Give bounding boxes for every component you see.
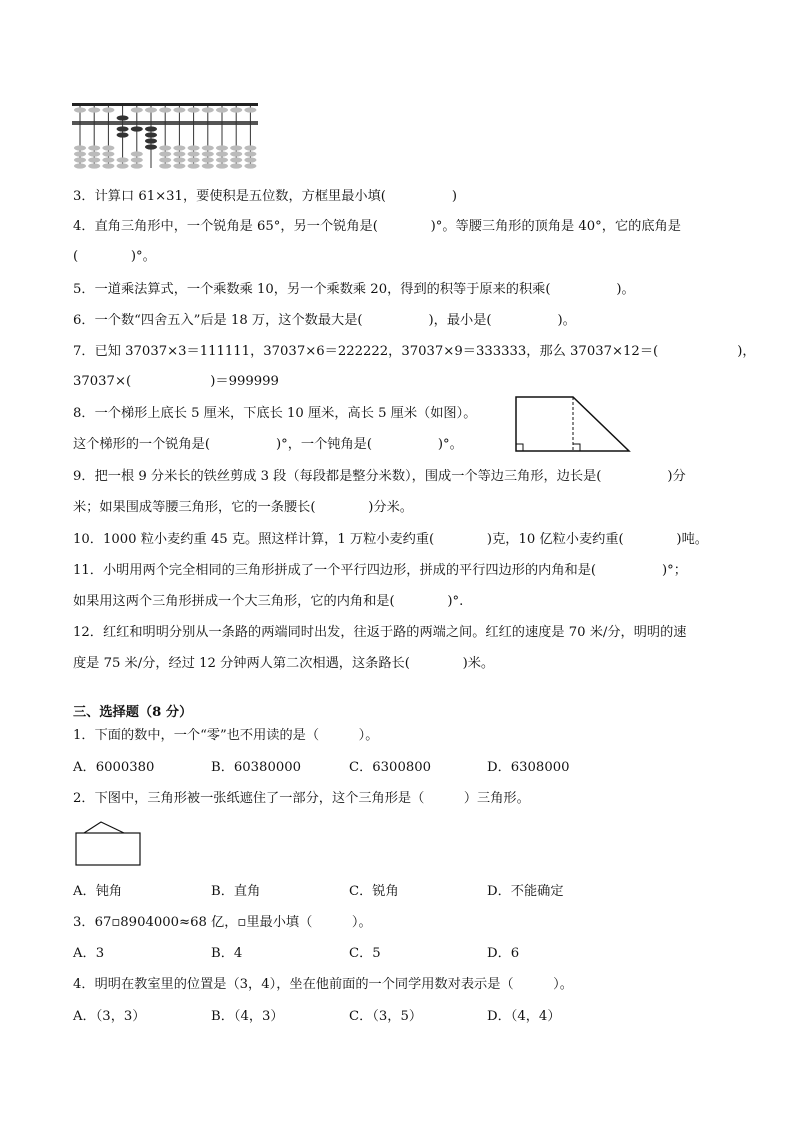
- choice-4-option-a[interactable]: A．（3，3）: [73, 1009, 146, 1024]
- choice-1-option-b[interactable]: B．60380000: [211, 760, 302, 775]
- abacus-bead: [230, 107, 242, 112]
- abacus-bead: [159, 157, 171, 162]
- abacus-bead: [102, 107, 114, 112]
- abacus-bead: [117, 126, 129, 131]
- abacus-bead: [74, 107, 86, 112]
- abacus-bead: [216, 157, 228, 162]
- choice-4-option-c[interactable]: C．（3，5）: [349, 1009, 423, 1024]
- choice-3-option-b[interactable]: B．4: [211, 946, 243, 961]
- choice-2-option-b[interactable]: B．直角: [211, 884, 261, 899]
- abacus-bead: [159, 151, 171, 156]
- abacus-bead: [159, 145, 171, 150]
- abacus-bead: [202, 151, 214, 156]
- choice-1-stem: 1．下面的数中，一个“零”也不用读的是（ ）。: [73, 728, 379, 743]
- section-3-title: 三、选择题（8 分）: [73, 705, 193, 720]
- abacus-bead: [188, 157, 200, 162]
- triangle-visible-part: [84, 822, 124, 833]
- abacus-bead: [145, 132, 157, 137]
- choice-1-option-a[interactable]: A．6000380: [73, 760, 155, 775]
- abacus-bead: [117, 157, 129, 162]
- abacus-bead: [88, 163, 100, 168]
- abacus-bead: [117, 115, 129, 120]
- abacus-bead: [230, 157, 242, 162]
- choice-2-stem: 2．下图中，三角形被一张纸遮住了一部分，这个三角形是（ ）三角形。: [73, 791, 530, 806]
- abacus-bead: [131, 163, 143, 168]
- choice-2-option-c[interactable]: C．锐角: [349, 884, 399, 899]
- abacus-bead: [131, 126, 143, 131]
- abacus-bead: [202, 107, 214, 112]
- question-12-line-1: 12．红红和明明分别从一条路的两端同时出发，往返于路的两端之间。红红的速度是 70 米/分，明明的速: [73, 625, 687, 640]
- question-6: 6．一个数“四舍五入”后是 18 万，这个数最大是( )，最小是( )。: [73, 313, 576, 328]
- abacus-bead: [188, 145, 200, 150]
- abacus-bead: [216, 145, 228, 150]
- covering-paper: [76, 833, 140, 865]
- abacus-bead: [173, 151, 185, 156]
- choice-4-option-b[interactable]: B．（4，3）: [211, 1009, 284, 1024]
- abacus-bead: [145, 138, 157, 143]
- abacus-bead: [173, 163, 185, 168]
- abacus-bead: [74, 157, 86, 162]
- question-7-line-1: 7．已知 37037×3＝111111，37037×6＝222222，37037×9＝333333，那么 37037×12＝( )，: [73, 344, 756, 359]
- abacus-bead: [202, 145, 214, 150]
- question-11-line-1: 11．小明用两个完全相同的三角形拼成了一个平行四边形，拼成的平行四边形的内角和是( )°；: [73, 563, 687, 578]
- abacus-bead: [159, 107, 171, 112]
- abacus-bead: [88, 145, 100, 150]
- question-5: 5．一道乘法算式，一个乘数乘 10，另一个乘数乘 20，得到的积等于原来的积乘( )。: [73, 282, 635, 297]
- abacus-bead: [131, 107, 143, 112]
- abacus-bead: [159, 163, 171, 168]
- choice-3-stem: 3．67▫8904000≈68 亿，▫里最小填（ ）。: [73, 915, 372, 930]
- question-4-line-2: ( )°。: [73, 249, 156, 264]
- abacus-bead: [244, 151, 256, 156]
- choice-4-stem: 4．明明在教室里的位置是（3，4），坐在他前面的一个同学用数对表示是（ ）。: [73, 977, 573, 992]
- abacus-bead: [145, 107, 157, 112]
- abacus-bead: [173, 107, 185, 112]
- abacus-bead: [188, 107, 200, 112]
- question-8-line-2: 这个梯形的一个锐角是( )°，一个钝角是( )°。: [73, 437, 463, 452]
- right-angle-mark-left: [516, 444, 523, 451]
- abacus-bead: [230, 163, 242, 168]
- abacus-bead: [188, 163, 200, 168]
- right-angle-mark-right: [573, 444, 580, 451]
- covered-triangle-figure: [74, 820, 146, 868]
- abacus-bead: [202, 163, 214, 168]
- abacus-bead: [74, 163, 86, 168]
- abacus-bead: [131, 157, 143, 162]
- abacus-bead: [88, 151, 100, 156]
- choice-3-option-d[interactable]: D．6: [487, 946, 520, 961]
- abacus-figure: [72, 100, 258, 170]
- abacus-bead: [117, 132, 129, 137]
- abacus-bead: [244, 157, 256, 162]
- question-11-line-2: 如果用这两个三角形拼成一个大三角形，它的内角和是( )°.: [73, 594, 464, 609]
- question-3: 3．计算口 61×31，要使积是五位数，方框里最小填( ): [73, 189, 457, 204]
- abacus-bead: [88, 157, 100, 162]
- abacus-bead: [117, 163, 129, 168]
- abacus-bead: [145, 144, 157, 149]
- abacus-bead: [145, 126, 157, 131]
- abacus-bead: [216, 163, 228, 168]
- abacus-bead: [102, 157, 114, 162]
- abacus-bead: [173, 145, 185, 150]
- abacus-bead: [102, 163, 114, 168]
- question-12-line-2: 度是 75 米/分，经过 12 分钟两人第二次相遇，这条路长( )米。: [73, 656, 495, 671]
- abacus-bead: [244, 107, 256, 112]
- trapezoid-figure: [513, 395, 658, 453]
- abacus-bead: [244, 163, 256, 168]
- abacus-bead: [230, 145, 242, 150]
- choice-3-option-c[interactable]: C．5: [349, 946, 381, 961]
- abacus-bead: [173, 157, 185, 162]
- abacus-bead: [88, 107, 100, 112]
- choice-2-option-a[interactable]: A．钝角: [73, 884, 123, 899]
- abacus-bead: [102, 145, 114, 150]
- choice-2-option-d[interactable]: D．不能确定: [487, 884, 564, 899]
- choice-1-option-d[interactable]: D．6308000: [487, 760, 570, 775]
- abacus-bead: [216, 107, 228, 112]
- abacus-bead: [102, 151, 114, 156]
- abacus-bead: [216, 151, 228, 156]
- choice-4-option-d[interactable]: D．（4，4）: [487, 1009, 561, 1024]
- abacus-bead: [244, 145, 256, 150]
- choice-1-option-c[interactable]: C．6300800: [349, 760, 432, 775]
- abacus-bead: [131, 151, 143, 156]
- abacus-bead: [188, 151, 200, 156]
- question-9-line-2: 米；如果围成等腰三角形，它的一条腰长( )分米。: [73, 500, 413, 515]
- question-9-line-1: 9．把一根 9 分米长的铁丝剪成 3 段（每段都是整分米数），围成一个等边三角形，边长是( )分: [73, 469, 686, 484]
- abacus-bead: [202, 157, 214, 162]
- question-8-line-1: 8．一个梯形上底长 5 厘米，下底长 10 厘米，高长 5 厘米（如图）。: [73, 406, 477, 421]
- abacus-bead: [230, 151, 242, 156]
- question-10: 10．1000 粒小麦约重 45 克。照这样计算，1 万粒小麦约重( )克，10 亿粒小麦约重( )吨。: [73, 532, 708, 547]
- choice-3-option-a[interactable]: A．3: [73, 946, 105, 961]
- abacus-bead: [74, 145, 86, 150]
- abacus-bead: [74, 151, 86, 156]
- question-4-line-1: 4．直角三角形中，一个锐角是 65°，另一个锐角是( )°。等腰三角形的顶角是 40°，它的底角是: [73, 219, 681, 234]
- question-7-line-2: 37037×( )＝999999: [73, 374, 279, 389]
